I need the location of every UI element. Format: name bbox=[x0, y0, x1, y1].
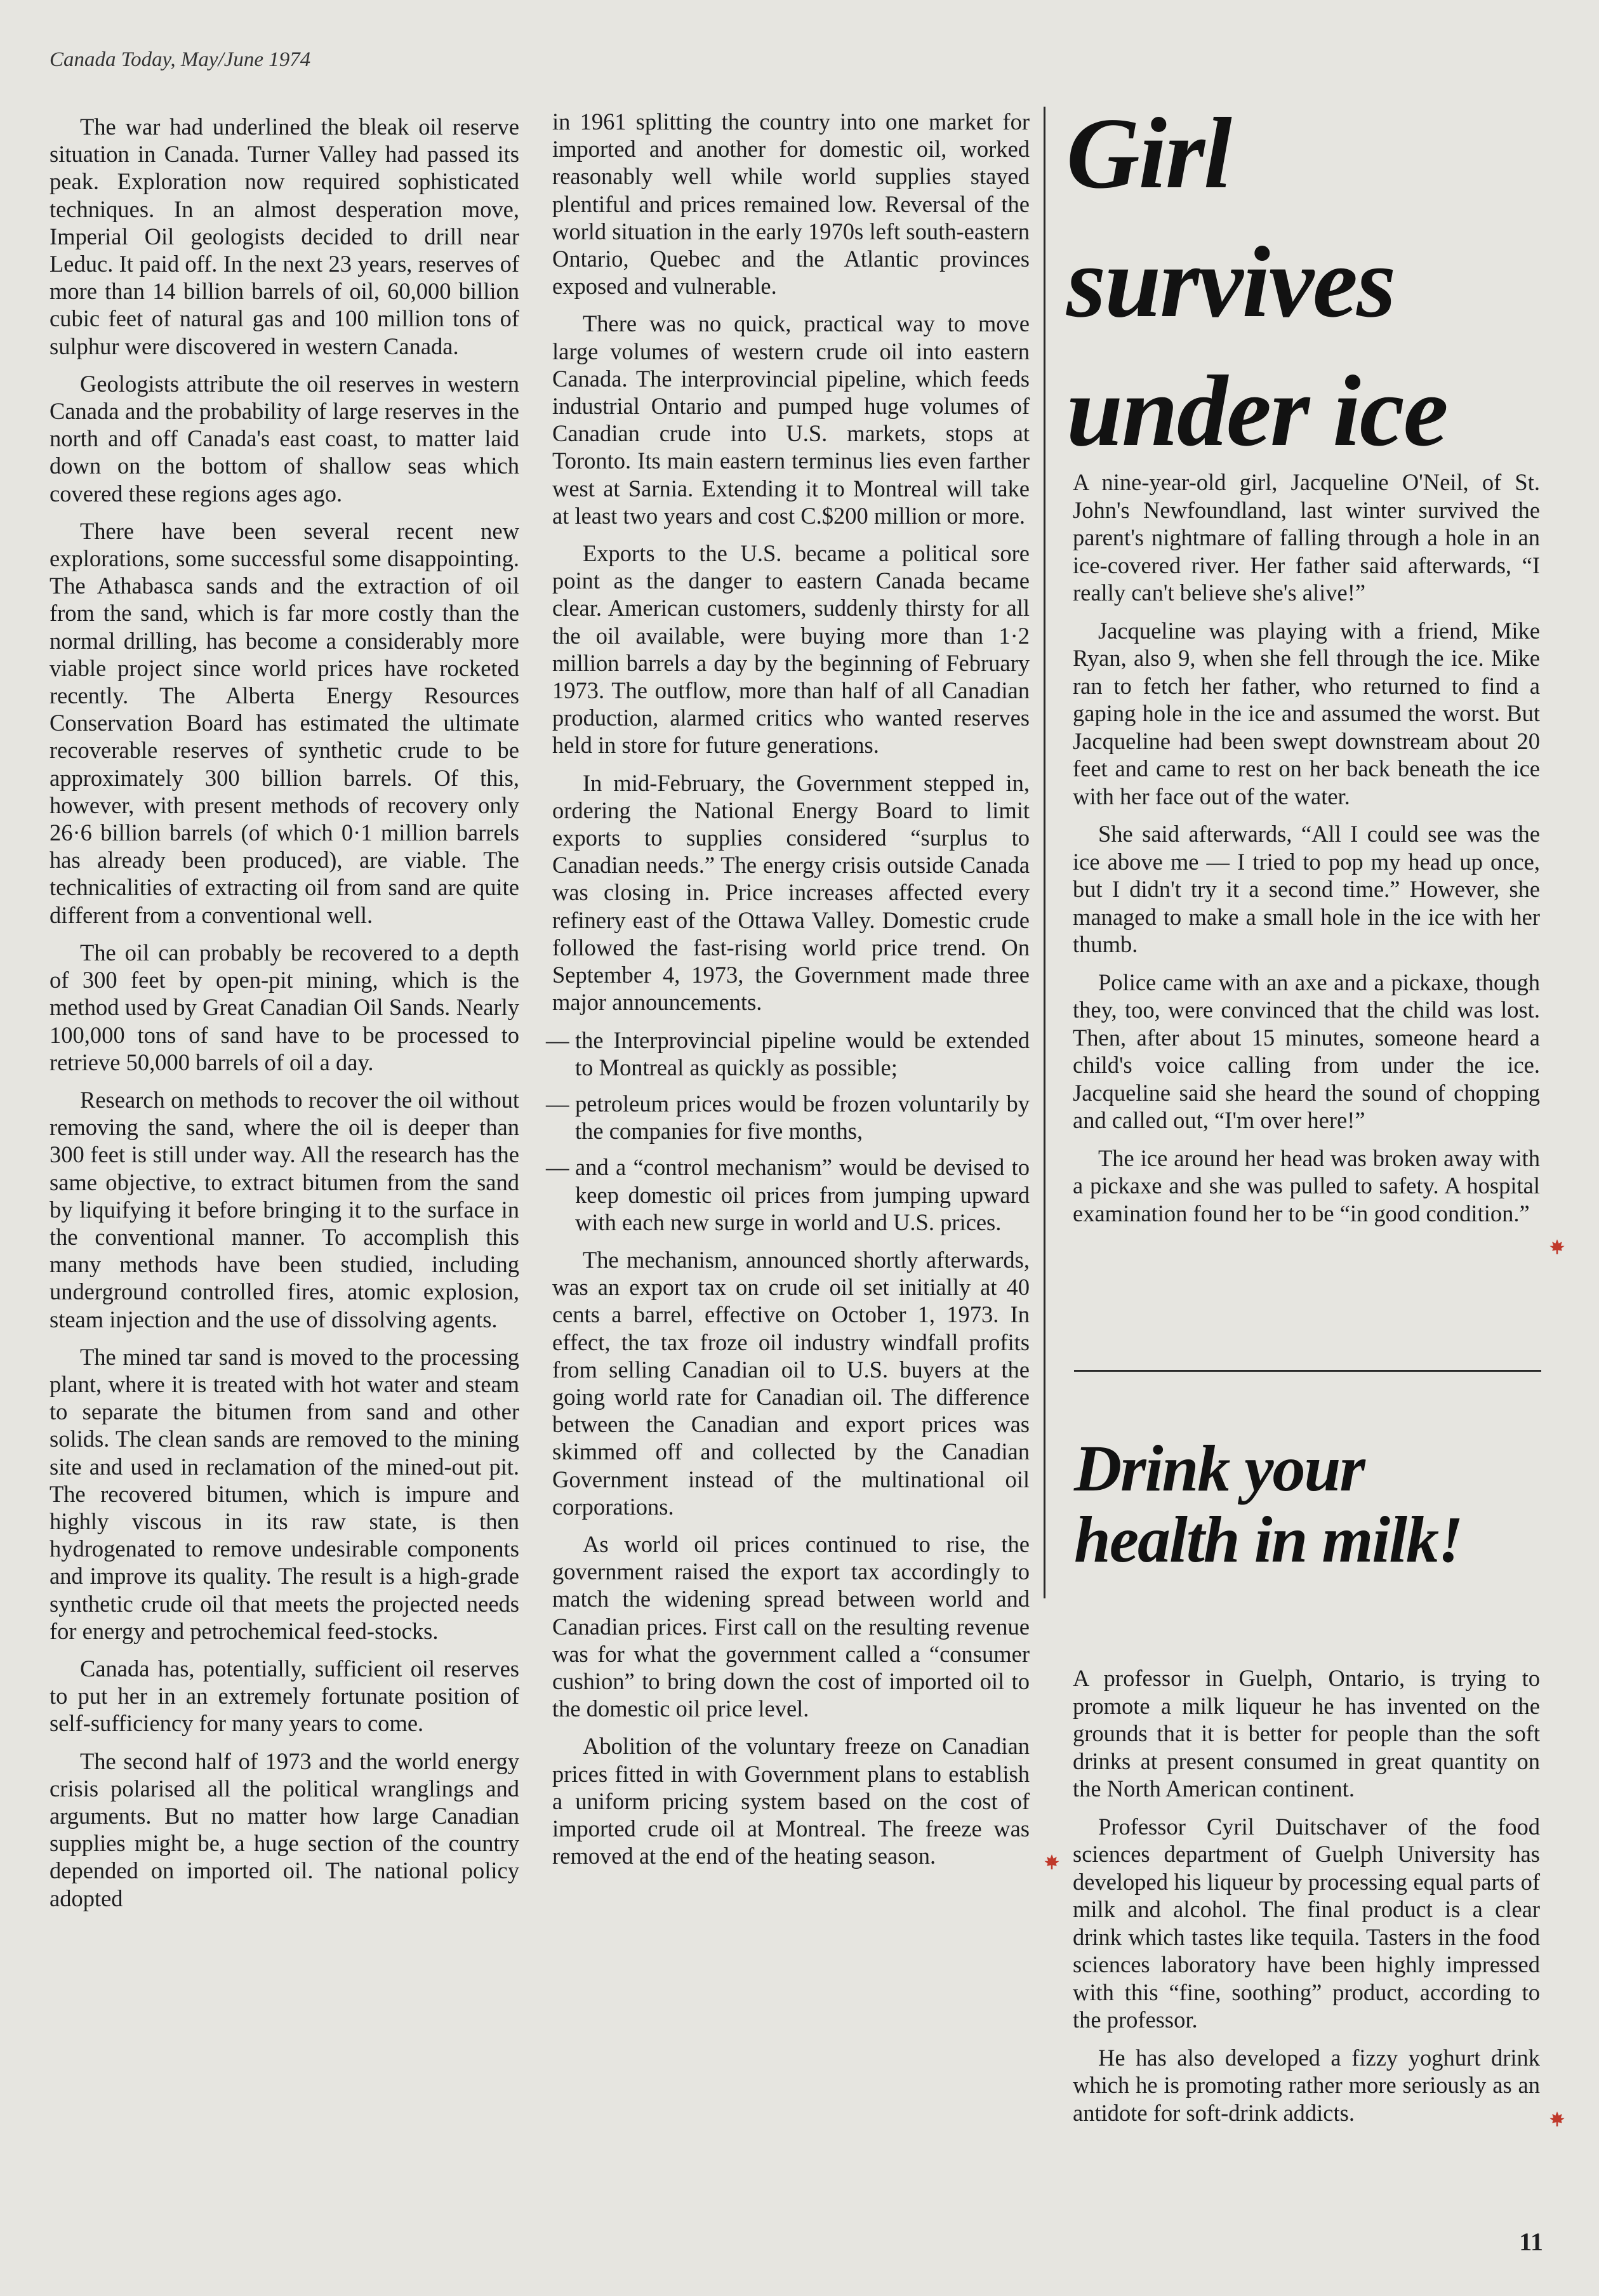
milk-story-body bbox=[1073, 1664, 1540, 2137]
paragraph: Canada has, potentially, sufficient oil reserves to put her in an extremely fortunate position of self-sufficiency for many years to come. bbox=[50, 1655, 519, 1737]
paragraph: Research on methods to recover the oil without removing the sand, where the oil is deeper than 300 feet is still under way. All the research has the same objective, to extract bitumen from the sand by liquifying it before bringing it to the surface in the conventional manner. To accomplish this many methods have been studied, including underground controlled fires, atomic explosion, steam injection and the use of dissolving agents. bbox=[50, 1086, 519, 1332]
announcement-list bbox=[546, 1026, 1030, 1236]
paragraph-continued: in 1961 splitting the country into one market for imported and another for domestic oil, worked reasonably well while world supplies stayed plentiful and prices remained low. Reversal of the world situation in the early 1970s left south-eastern Ontario, Quebec and the Atlantic provinces exposed and vulnerable. bbox=[552, 109, 1030, 300]
paragraph: Exports to the U.S. became a political sore point as the danger to eastern Canada became clear. American customers, suddenly thirsty for all the oil available, were buying more than 1·2 million barrels a day by the beginning of February 1973. The outflow, more than half of all Canadian production, alarmed critics who wanted reserves held in store for future generations. bbox=[552, 540, 1030, 759]
girl-story-headline: Girl survives under ice bbox=[1066, 96, 1447, 467]
story-separator-rule bbox=[1074, 1370, 1541, 1372]
paragraph: In mid-February, the Government stepped in, ordering the National Energy Board to limit exports to supplies considered “surplus to Canadian needs.” The energy crisis outside Canada was closing in. Price increases affected every refinery east of the Ottawa Valley. Domestic crude followed the fast-rising world price trend. On September 4, 1973, the Government made three major announcements. bbox=[552, 769, 1030, 1016]
paragraph: The second half of 1973 and the world energy crisis polarised all the political wranglings and arguments. But no matter how large Canadian supplies might be, a huge section of the country depended on imported oil. The national policy adopted bbox=[50, 1748, 519, 1911]
paragraph: The mined tar sand is moved to the processing plant, where it is treated with hot water and steam to separate the bitumen from sand and other solids. The clean sands are removed to the mining site and used in reclamation of the mined-out pit. The recovered bitumen, which is impure and highly viscous in its raw state, is then hydrogenated to remove undesirable components and improve its quality. The result is a high-grade synthetic crude oil that meets the projected needs for energy and petrochemical feed-stocks. bbox=[50, 1343, 519, 1644]
maple-leaf-icon bbox=[1523, 1233, 1540, 1250]
paragraph: Jacqueline was playing with a friend, Mike Ryan, also 9, when she fell through the ice. Mike ran to fetch her father, who returned to find a gaping hole in the ice and assumed the worst. But Jacqueline had been swept downstream about 20 feet and came to rest on her back beneath the ice with her face out of the water. bbox=[1073, 617, 1540, 809]
milk-story-headline: Drink your health in milk! bbox=[1074, 1432, 1463, 1576]
paragraph-final: Abolition of the voluntary freeze on Canadian prices fitted in with Government plans to establish a uniform pricing system based on the cost of imported crude oil at Montreal. The freeze was removed at the end of the heating season. bbox=[552, 1732, 1030, 1869]
paragraph: The mechanism, announced shortly afterwards, was an export tax on crude oil set initially at 40 cents a barrel, effective on October 1, 1973. In effect, the tax froze oil industry windfall profits from selling Canadian oil to U.S. buyers at the going world rate for Canadian oil. The difference between the Canadian and export prices was skimmed off and collected by the Canadian Government instead of the multinational oil corporations. bbox=[552, 1246, 1030, 1520]
list-item: — and a “control mechanism” would be devised to keep domestic oil prices from jumping upward with each new surge in world and U.S. prices. bbox=[546, 1154, 1030, 1235]
oil-article-column-1 bbox=[50, 113, 519, 1922]
maple-leaf-icon bbox=[1523, 2106, 1540, 2122]
paragraph: A professor in Guelph, Ontario, is trying to promote a milk liqueur he has invented on the grounds that it is better for people than the soft drinks at present consumed in great quantity on the North American continent. bbox=[1073, 1665, 1540, 1802]
girl-story-body bbox=[1073, 468, 1540, 1250]
paragraph: Police came with an axe and a pickaxe, though they, too, were convinced that the child was lost. Then, after about 15 minutes, someone heard a child's voice calling from under the ice. Jacqueline said she heard the sound of chopping and called out, “I'm over here!” bbox=[1073, 969, 1540, 1133]
paragraph: As world oil prices continued to rise, the government raised the export tax accordingly to match the widening spread between world and Canadian prices. First call on the resulting revenue was for what the government called a “consumer cushion” to bring down the cost of imported oil to the domestic oil price level. bbox=[552, 1530, 1030, 1722]
paragraph: The war had underlined the bleak oil reserve situation in Canada. Turner Valley had passed its peak. Exploration now required sophisticated techniques. In an almost desperation move, Imperial Oil geologists decided to drill near Leduc. It paid off. In the next 23 years, reserves of more than 14 billion barrels of oil, 60,000 billion cubic feet of natural gas and 100 million tons of sulphur were discovered in western Canada. bbox=[50, 114, 519, 359]
list-item: — the Interprovincial pipeline would be extended to Montreal as quickly as possible; bbox=[546, 1026, 1030, 1080]
paragraph: Professor Cyril Duitschaver of the food sciences department of Guelph University has developed his liqueur by processing equal parts of milk and alcohol. The final product is a clear drink which tastes like tequila. Tasters in the food sciences laboratory have been highly impressed with this “fine, soothing” product, according to the professor. bbox=[1073, 1813, 1540, 2033]
page-number: 11 bbox=[1519, 2227, 1543, 2256]
maple-leaf-icon bbox=[1013, 1848, 1030, 1865]
paragraph: The oil can probably be recovered to a depth of 300 feet by open-pit mining, which is the method used by Great Canadian Oil Sands. Nearly 100,000 tons of sand have to be processed to retrieve 50,000 barrels of oil a day. bbox=[50, 939, 519, 1075]
oil-article-column-2 bbox=[546, 108, 1030, 1880]
list-item: — petroleum prices would be frozen voluntarily by the companies for five months, bbox=[546, 1090, 1030, 1145]
column-rule bbox=[1044, 107, 1045, 1598]
running-head: Canada Today, May/June 1974 bbox=[50, 48, 311, 71]
paragraph-final: The ice around her head was broken away with a pickaxe and she was pulled to safety. A hospital examination found her to be “in good condition.” bbox=[1073, 1145, 1540, 1228]
paragraph: There have been several recent new explorations, some successful some disappointing. The Athabasca sands and the extraction of oil from the sand, which is far more costly than the normal drilling, has become a considerably more viable project since world prices have rocketed recently. The Alberta Energy Resources Conservation Board has estimated the ultimate recoverable reserves of synthetic crude to be approximately 300 billion barrels. Of this, however, with present methods of recovery only 26·6 billion barrels (of which 0·1 million barrels has already been produced), are viable. The technicalities of extracting oil from sand are quite different from a conventional well. bbox=[50, 517, 519, 928]
paragraph: She said afterwards, “All I could see was the ice above me — I tried to pop my head up once, but I didn't try it a second time.” However, she managed to make a small hole in the ice with her thumb. bbox=[1073, 821, 1540, 957]
paragraph-final: He has also developed a fizzy yoghurt drink which he is promoting rather more seriously as an antidote for soft-drink addicts. bbox=[1073, 2044, 1540, 2127]
paragraph: A nine-year-old girl, Jacqueline O'Neil, of St. John's Newfoundland, last winter survived the parent's nightmare of falling through a hole in an ice-covered river. Her father said afterwards, “I really can't believe she's alive!” bbox=[1073, 469, 1540, 606]
paragraph: There was no quick, practical way to move large volumes of western crude oil into eastern Canada. The interprovincial pipeline, which feeds industrial Ontario and pumped huge volumes of Canadian crude into U.S. markets, stops at Toronto. Its main eastern terminus lies even farther west at Sarnia. Extending it to Montreal will take at least two years and cost C.$200 million or more. bbox=[552, 310, 1030, 529]
paragraph: Geologists attribute the oil reserves in western Canada and the probability of large reserves in the north and off Canada's east coast, to matter laid down on the bottom of shallow seas which covered these regions ages ago. bbox=[50, 370, 519, 507]
